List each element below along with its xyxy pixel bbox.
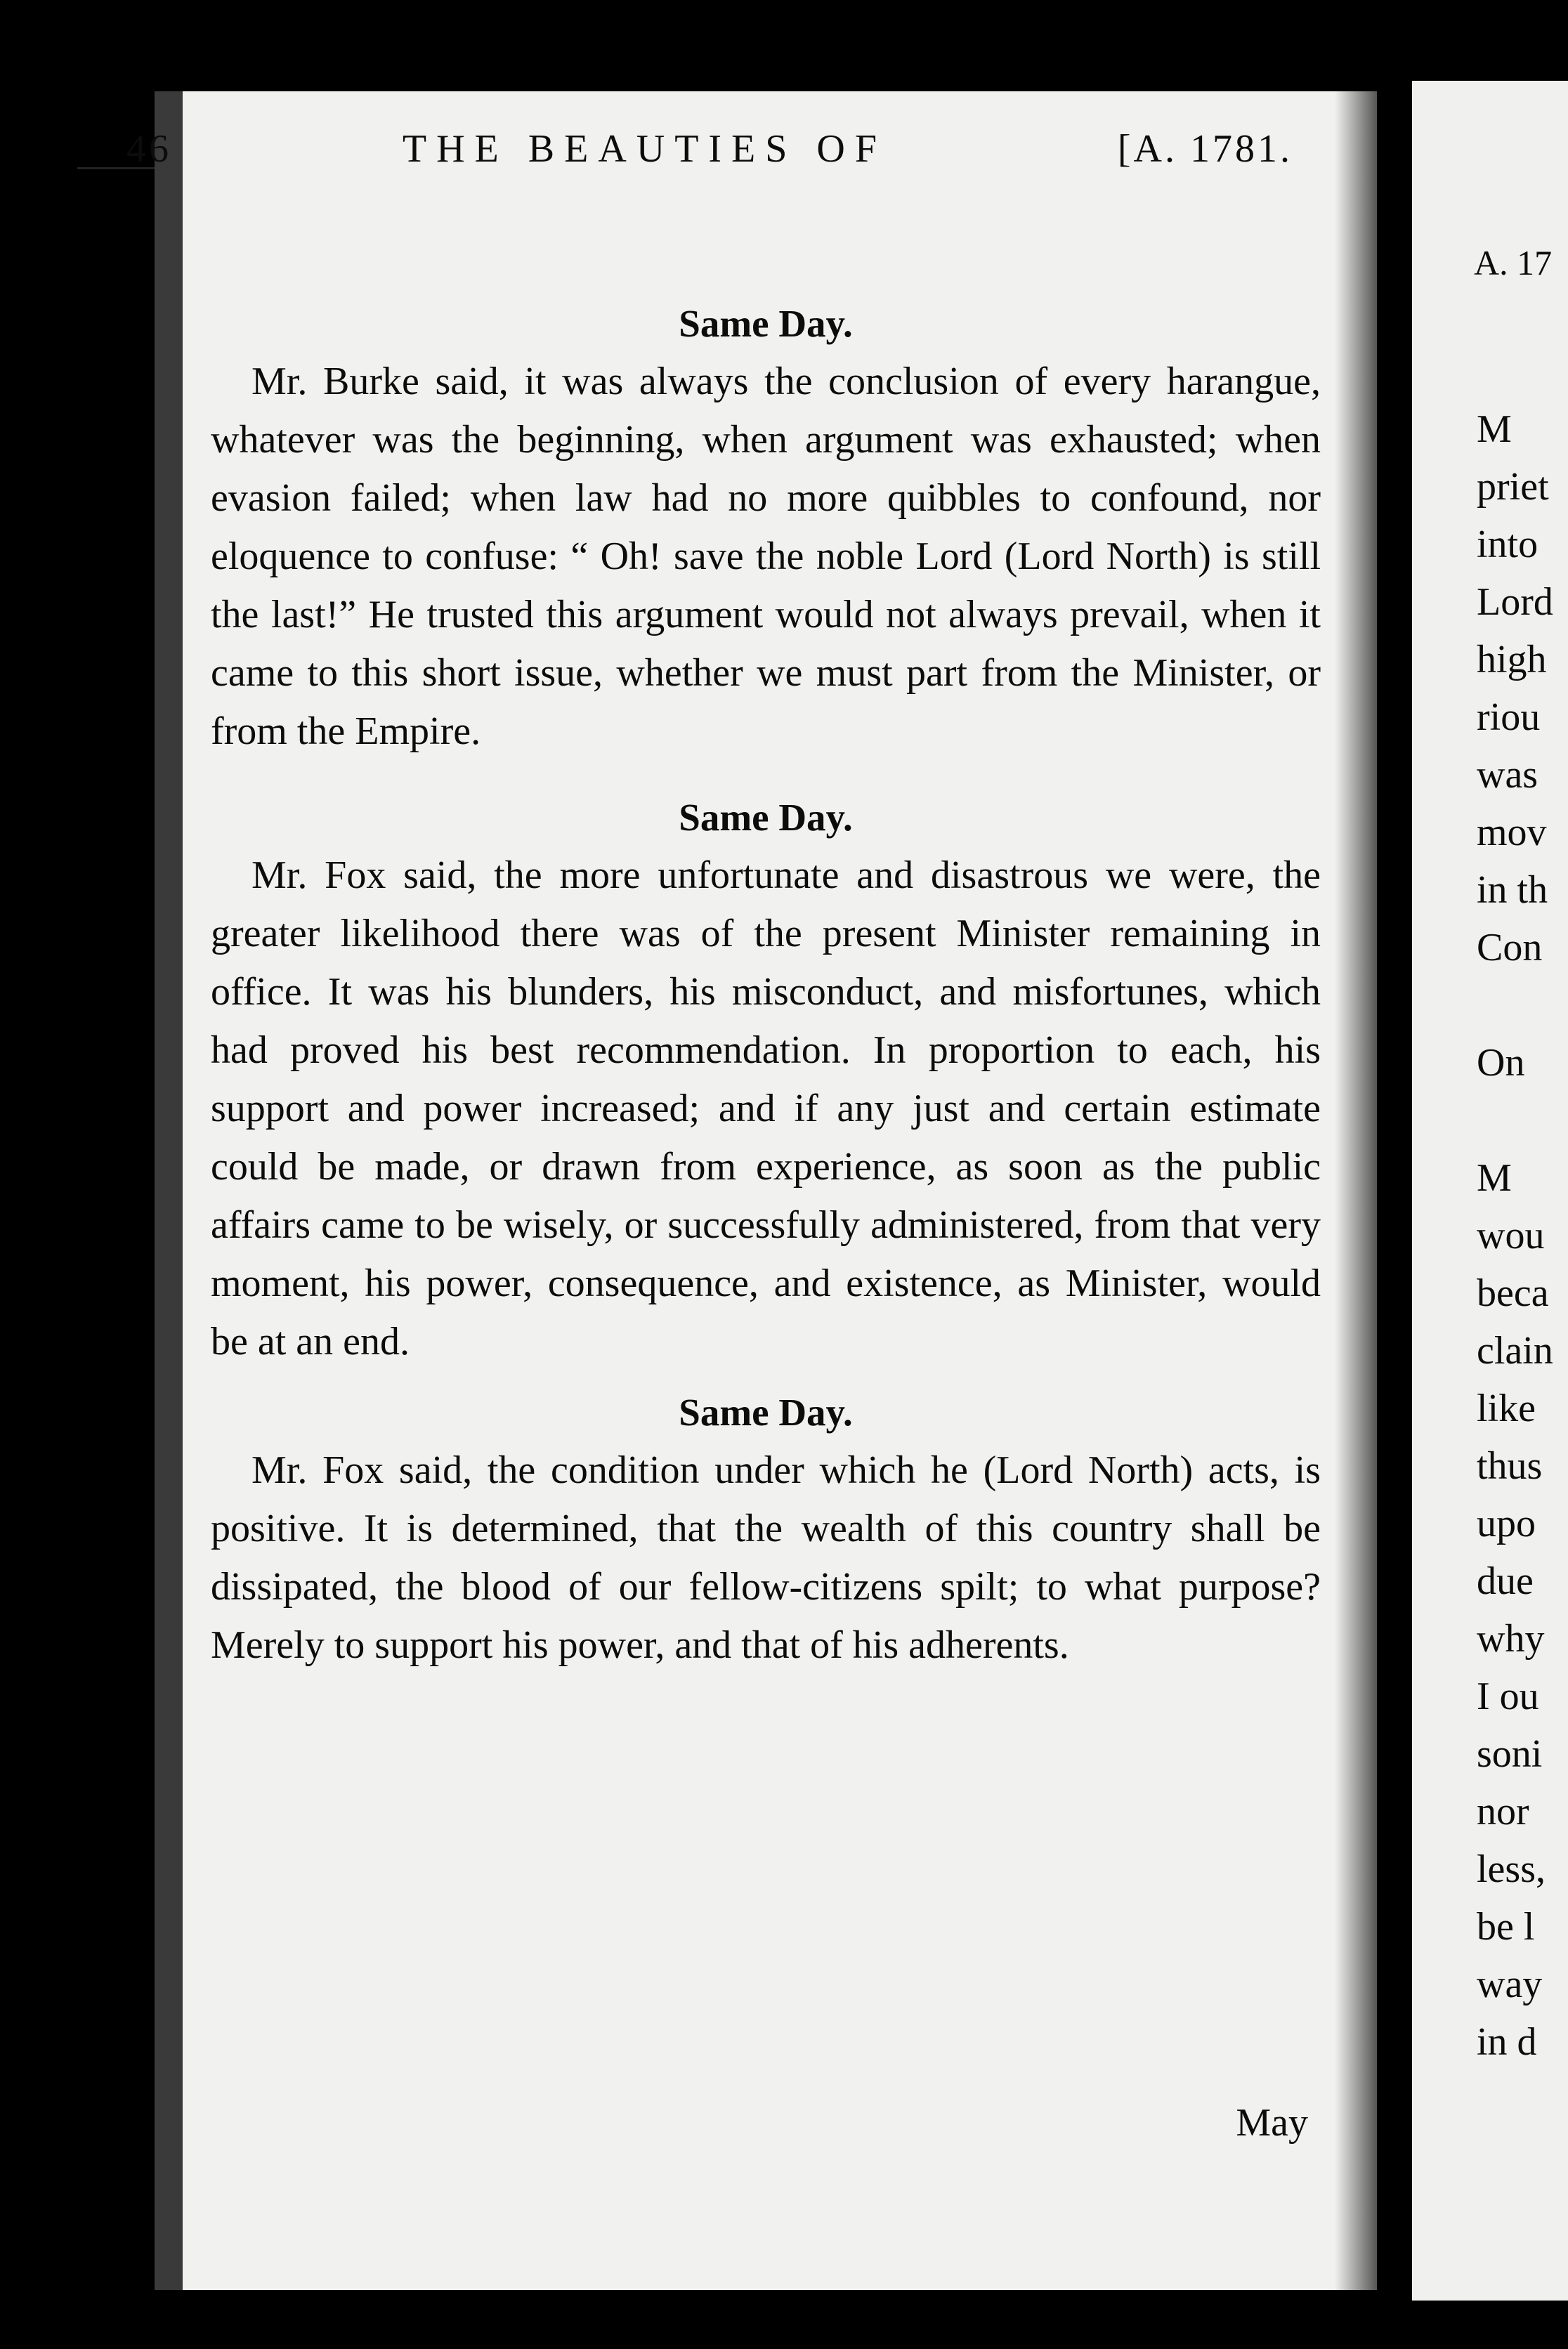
section-title: Same Day. xyxy=(679,796,853,839)
right-page-line: into xyxy=(1477,523,1538,566)
right-page-line: clain xyxy=(1477,1329,1553,1373)
right-page-line: wou xyxy=(1477,1214,1545,1257)
paragraph: Mr. Fox said, the condition under which he (Lord North) acts, is positive. It is determined, that the wealth of this country shall be dissipated, the blood of our fellow-citizens spilt; to what purpose? Merely to support his power, and that of his adherents. xyxy=(211,1448,1321,1667)
right-page-line: like xyxy=(1477,1387,1536,1430)
right-page-line: be l xyxy=(1477,1905,1535,1949)
right-page-line: priet xyxy=(1477,465,1549,509)
running-header xyxy=(126,126,1293,171)
right-page-line: beca xyxy=(1477,1271,1549,1315)
section-title: Same Day. xyxy=(679,302,853,345)
right-page-line xyxy=(1477,976,1553,1034)
right-page-line: I ou xyxy=(1477,1675,1539,1718)
right-page-line: was xyxy=(1477,753,1538,797)
right-page-line: due xyxy=(1477,1559,1534,1603)
section-title: Same Day. xyxy=(679,1391,853,1434)
right-page-line: less, xyxy=(1477,1847,1546,1891)
catchword: May xyxy=(1236,2101,1308,2145)
right-page-line: mov xyxy=(1477,811,1547,854)
gutter-shadow xyxy=(1335,91,1384,2290)
right-page-line: way xyxy=(1477,1963,1543,2006)
right-page-line: nor xyxy=(1477,1790,1529,1833)
right-page-line: On xyxy=(1477,1041,1525,1085)
right-page-line xyxy=(1477,1092,1553,1149)
right-page-line: thus xyxy=(1477,1444,1543,1488)
right-page-line: soni xyxy=(1477,1732,1543,1776)
main-text xyxy=(211,295,1321,1675)
right-page-line: riou xyxy=(1477,695,1541,739)
right-page-line: upo xyxy=(1477,1502,1536,1545)
right-page-text xyxy=(1477,400,1553,2071)
right-page-header: A. 17 xyxy=(1474,243,1553,282)
page-number: 46 xyxy=(126,127,171,171)
right-page-line: high xyxy=(1477,638,1547,681)
right-page-line: Con xyxy=(1477,926,1543,969)
paragraph: Mr. Fox said, the more unfortunate and disastrous we were, the greater likelihood there was of the present Minister remaining in office. It was his blunders, his misconduct, and misfortunes, which had proved his best recommendation. In proportion to each, his support and power increased; and if any just and certain estimate could be made, or drawn from experience, as soon as the public affairs came to be wisely, or successfully administered, from that very moment, his power, consequence, and existence, as Minister, would be at an end. xyxy=(211,853,1321,1363)
right-page-line: Lord xyxy=(1477,580,1553,624)
paragraph: Mr. Burke said, it was always the conclusion of every harangue, whatever was the beginning, when argument was exhausted; when evasion failed; when law had no more quibbles to confound, nor eloquence to confuse: “ Oh! save the noble Lord (Lord North) is still the last!” He trusted this argument would not always prevail, when it came to this short issue, whether we must part from the Minister, or from the Empire. xyxy=(211,360,1321,753)
running-title: THE BEAUTIES OF xyxy=(402,127,887,171)
year-label: [A. 1781. xyxy=(1117,127,1293,171)
right-page-line: in d xyxy=(1477,2020,1537,2064)
right-page-line: M xyxy=(1477,407,1512,451)
right-page-line: why xyxy=(1477,1617,1545,1661)
right-page-line: in th xyxy=(1477,868,1548,912)
right-page-line: M xyxy=(1477,1156,1512,1200)
